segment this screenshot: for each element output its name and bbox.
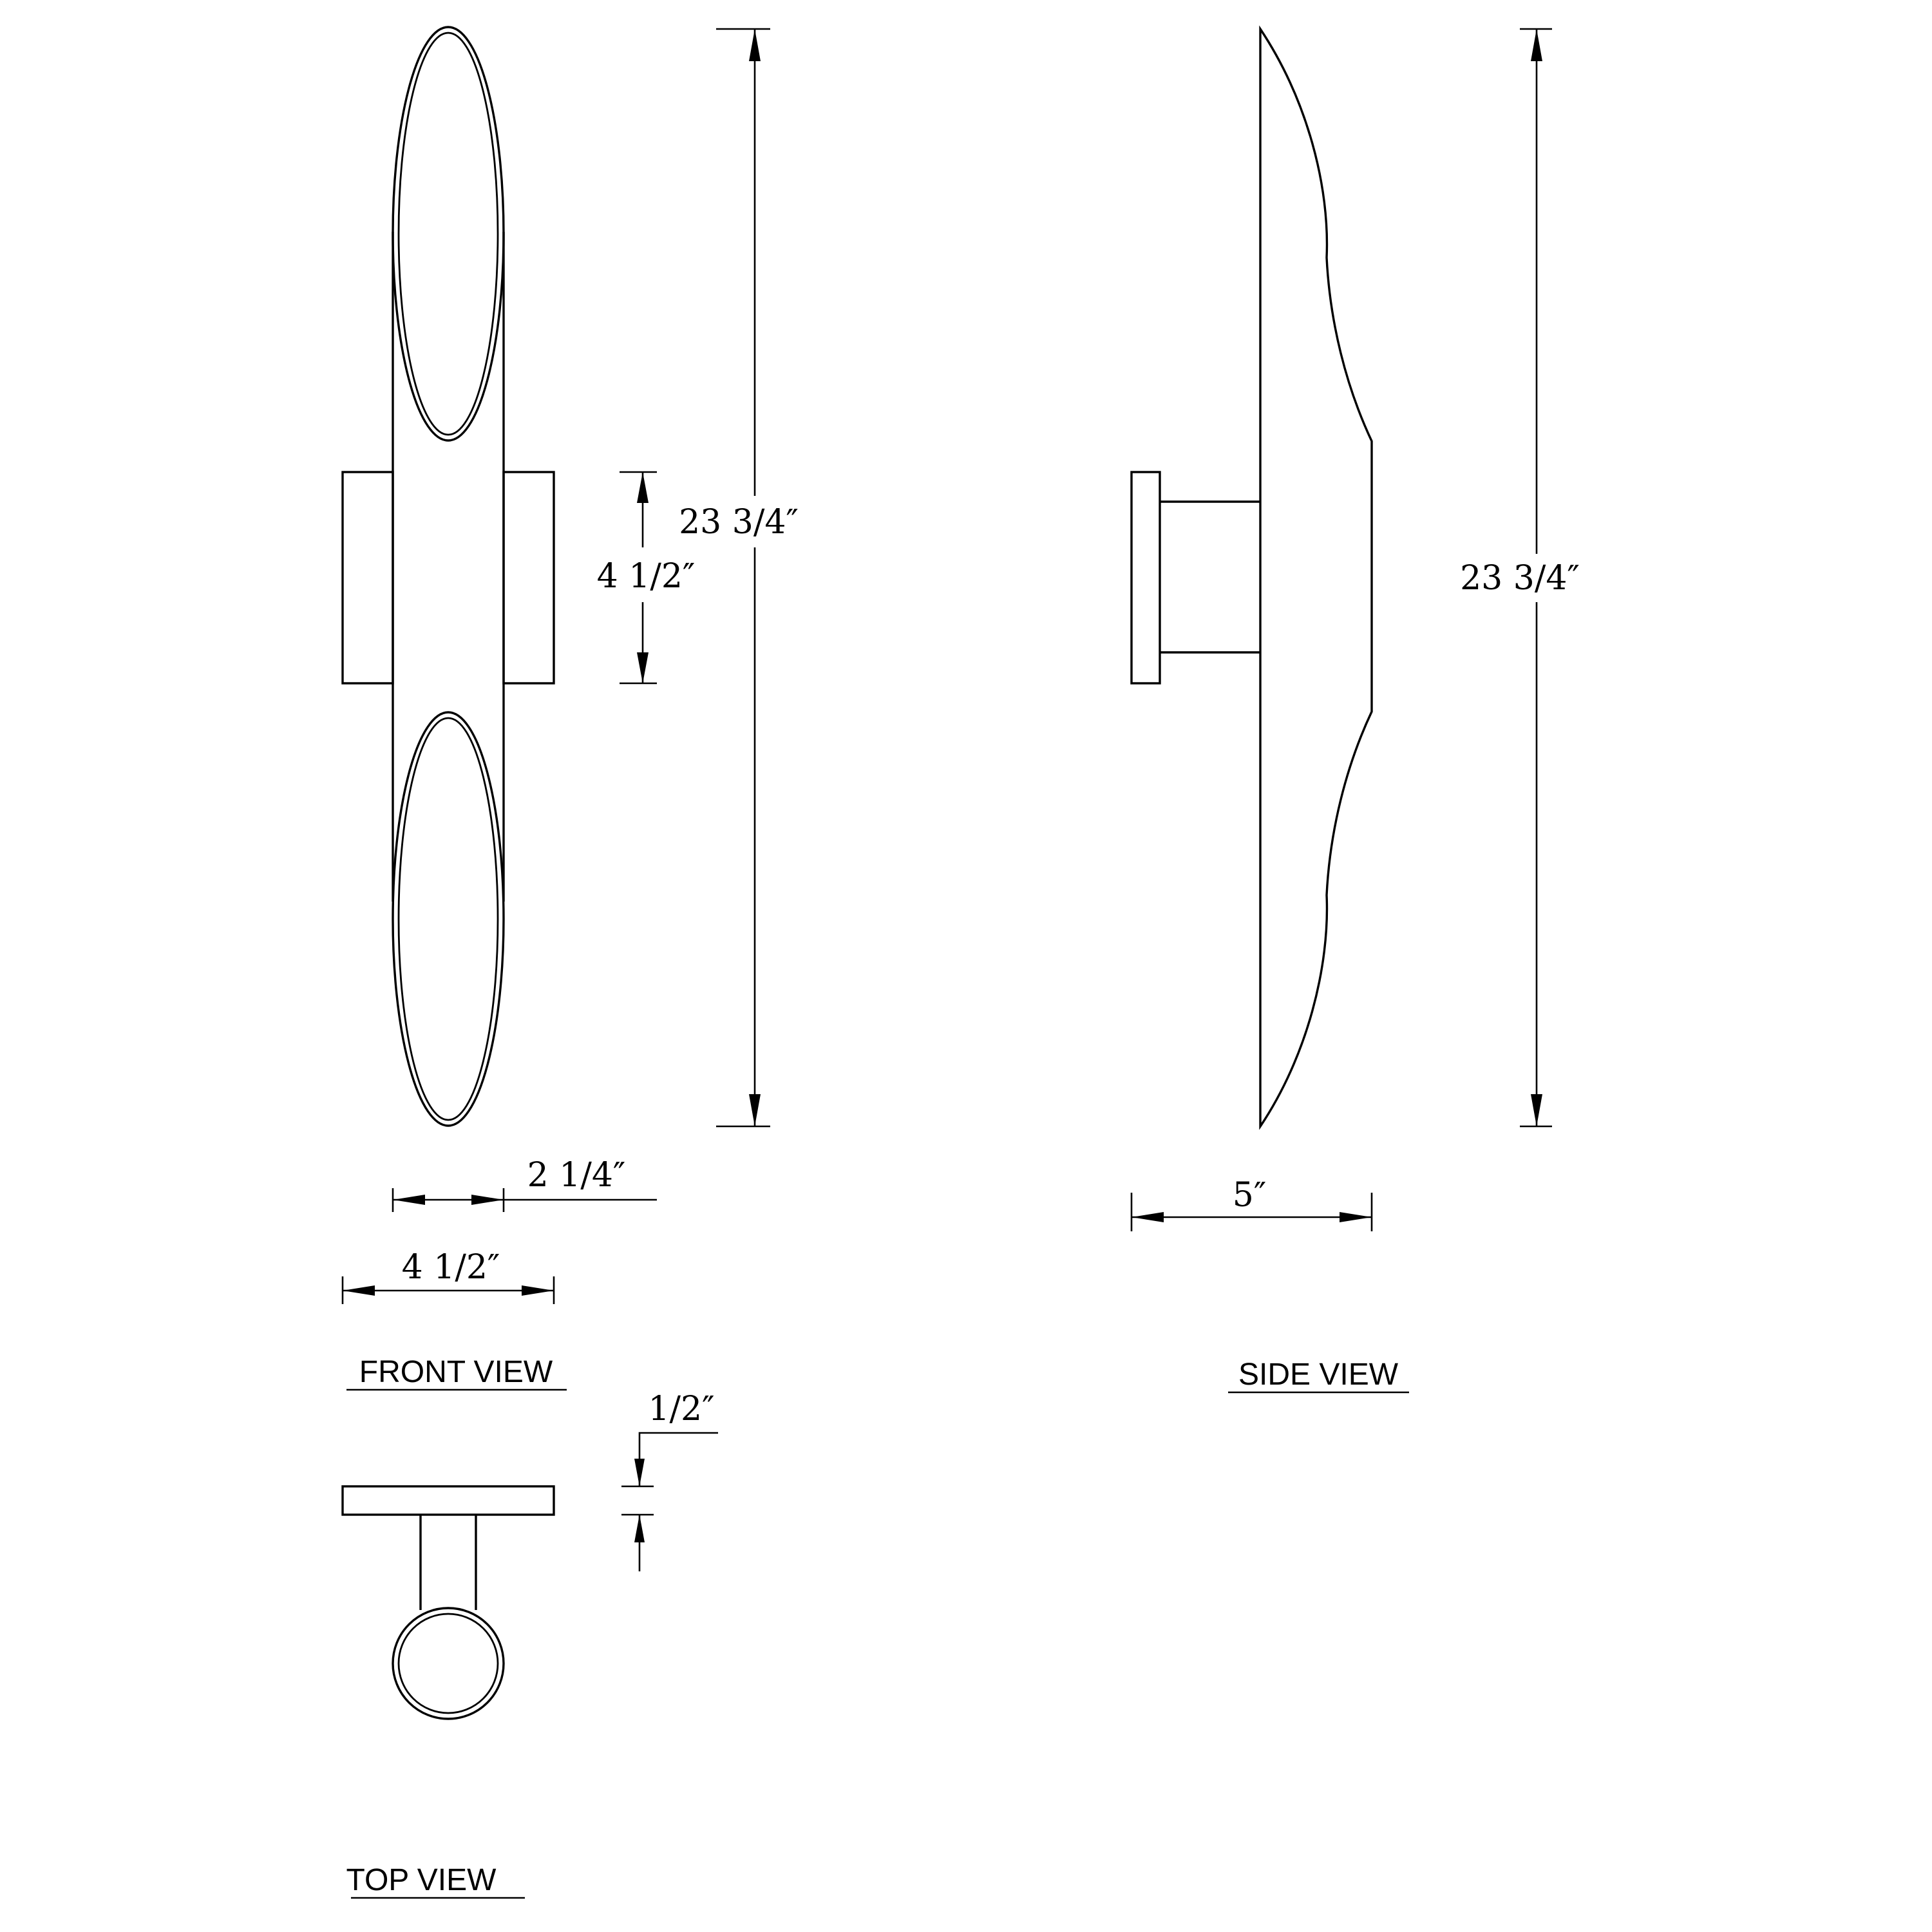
front-body-width-label: 2 1/4″ <box>527 1156 626 1195</box>
side-depth-label: 5″ <box>1232 1176 1267 1215</box>
front-view <box>343 27 799 1390</box>
front-lower-shade <box>393 712 504 1126</box>
top-backplate <box>343 1486 554 1515</box>
top-arm <box>421 1515 476 1610</box>
side-overall-height-label: 23 3/4″ <box>1460 559 1580 598</box>
side-shade-profile <box>1260 29 1372 1126</box>
front-backplate-width-dimension <box>343 1248 554 1304</box>
side-depth-dimension <box>1132 1176 1372 1231</box>
side-backplate <box>1132 472 1160 683</box>
top-view-title: TOP VIEW <box>346 1863 497 1897</box>
front-overall-height-dimension <box>679 29 799 1126</box>
front-body <box>393 232 504 902</box>
top-shade <box>393 1608 504 1719</box>
top-plate-thickness-dimension <box>621 1390 718 1571</box>
front-overall-height-label: 23 3/4″ <box>679 503 799 542</box>
top-plate-thickness-label: 1/2″ <box>648 1390 715 1428</box>
front-upper-shade <box>393 27 504 440</box>
front-backplate-width-label: 4 1/2″ <box>401 1248 500 1287</box>
top-view <box>343 1390 718 1898</box>
side-overall-height-dimension <box>1460 29 1580 1126</box>
front-body-width-dimension <box>393 1156 657 1212</box>
front-view-title: FRONT VIEW <box>359 1355 553 1389</box>
side-view <box>1132 29 1580 1392</box>
front-backplate <box>343 472 554 683</box>
front-backplate-height-label: 4 1/2″ <box>596 557 696 596</box>
side-arm <box>1160 502 1260 652</box>
side-view-title: SIDE VIEW <box>1238 1358 1399 1392</box>
